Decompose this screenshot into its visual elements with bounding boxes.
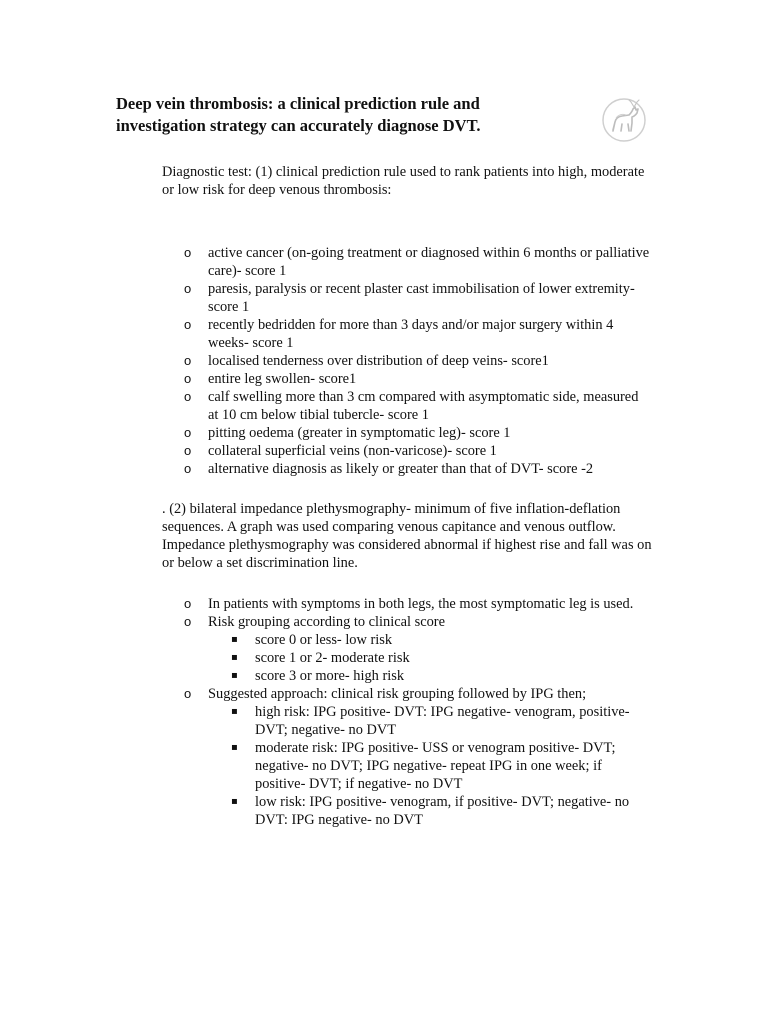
square-bullet-icon: ▪	[231, 670, 238, 681]
suggested-approach-list	[208, 703, 652, 829]
circle-bullet-icon: o	[184, 614, 192, 629]
list-item	[162, 280, 652, 316]
list-item	[208, 793, 652, 829]
deer-emblem-icon	[598, 97, 650, 143]
circle-bullet-icon: o	[184, 596, 192, 611]
list-item	[162, 388, 652, 424]
list-item	[162, 460, 652, 478]
risk-group-list	[208, 631, 652, 685]
criteria-text: active cancer (on-going treatment or diagnosed within 6 months or palliative care)- score 1	[208, 245, 650, 279]
list-item	[162, 442, 652, 460]
list-item	[162, 370, 652, 388]
criteria-text: collateral superficial veins (non-varicose)- score 1	[208, 443, 497, 459]
approach-list	[162, 595, 652, 829]
list-item	[208, 739, 652, 793]
square-bullet-icon: ▪	[231, 652, 238, 663]
circle-bullet-icon: o	[184, 686, 192, 701]
square-bullet-icon: ▪	[231, 634, 238, 645]
title-line-2: investigation strategy can accurately diagnose DVT.	[116, 116, 481, 135]
circle-bullet-icon: o	[184, 461, 192, 476]
square-bullet-icon: ▪	[231, 796, 238, 807]
criteria-text: entire leg swollen- score1	[208, 371, 357, 387]
list-item	[162, 244, 652, 280]
sub-item-text: score 0 or less- low risk	[255, 632, 393, 648]
approach-text: In patients with symptoms in both legs, the most symptomatic leg is used.	[208, 596, 634, 612]
sub-item-text: score 1 or 2- moderate risk	[255, 650, 410, 666]
criteria-text: pitting oedema (greater in symptomatic leg)- score 1	[208, 425, 511, 441]
intro-paragraph: Diagnostic test: (1) clinical prediction rule used to rank patients into high, moderate or low risk for deep venous thrombosis:	[162, 164, 645, 198]
title-line-1: Deep vein thrombosis: a clinical prediction rule and	[116, 94, 480, 113]
sub-item-text: moderate risk: IPG positive- USS or venogram positive- DVT; negative- no DVT; IPG negative- repeat IPG in one week; if positive- DVT; if negative- no DVT	[255, 740, 616, 792]
sub-item-text: score 3 or more- high risk	[255, 668, 405, 684]
circle-bullet-icon: o	[184, 317, 192, 332]
approach-text: Suggested approach: clinical risk grouping followed by IPG then;	[208, 686, 587, 702]
list-item	[162, 316, 652, 352]
square-bullet-icon: ▪	[231, 706, 238, 717]
document-body	[162, 163, 652, 829]
criteria-list	[162, 244, 652, 478]
ipg-paragraph: . (2) bilateral impedance plethysmography- minimum of five inflation-deflation sequences. A graph was used comparing venous capitance and venous outflow. Impedance plethysmography was considered abnormal if highest rise and fall was on or below a set discrimination line.	[162, 501, 652, 571]
circle-bullet-icon: o	[184, 353, 192, 368]
approach-text: Risk grouping according to clinical score	[208, 614, 445, 630]
criteria-text: recently bedridden for more than 3 days and/or major surgery within 4 weeks- score 1	[208, 317, 614, 351]
square-bullet-icon: ▪	[231, 742, 238, 753]
list-item	[208, 649, 652, 667]
criteria-text: alternative diagnosis as likely or greater than that of DVT- score -2	[208, 461, 594, 477]
list-item	[208, 703, 652, 739]
list-item	[162, 352, 652, 370]
list-item	[162, 613, 652, 685]
criteria-text: calf swelling more than 3 cm compared with asymptomatic side, measured at 10 cm below tibial tubercle- score 1	[208, 389, 639, 423]
criteria-text: localised tenderness over distribution of deep veins- score1	[208, 353, 549, 369]
list-item	[162, 595, 652, 613]
circle-bullet-icon: o	[184, 281, 192, 296]
list-item	[208, 667, 652, 685]
circle-bullet-icon: o	[184, 245, 192, 260]
list-item	[208, 631, 652, 649]
circle-bullet-icon: o	[184, 425, 192, 440]
page-title	[116, 93, 596, 137]
list-item	[162, 424, 652, 442]
sub-item-text: high risk: IPG positive- DVT: IPG negative- venogram, positive- DVT; negative- no DVT	[255, 704, 630, 738]
list-item	[162, 685, 652, 829]
sub-item-text: low risk: IPG positive- venogram, if positive- DVT; negative- no DVT: IPG negative- no DVT	[255, 794, 630, 828]
circle-bullet-icon: o	[184, 371, 192, 386]
criteria-text: paresis, paralysis or recent plaster cast immobilisation of lower extremity- score 1	[208, 281, 635, 315]
circle-bullet-icon: o	[184, 389, 192, 404]
circle-bullet-icon: o	[184, 443, 192, 458]
